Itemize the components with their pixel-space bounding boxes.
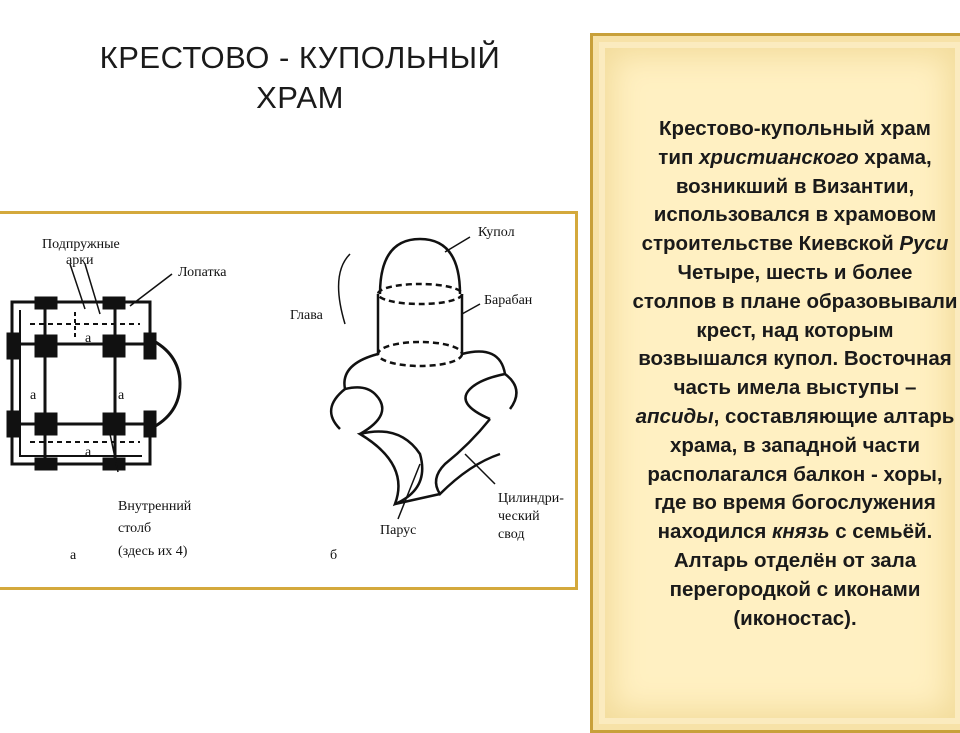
dome-drum-base	[378, 342, 462, 366]
label-head: Глава	[290, 308, 323, 323]
label-pillar-3: (здесь их 4)	[118, 544, 188, 559]
church-floor-plan	[8, 264, 180, 472]
info-text	[600, 115, 960, 633]
info-line: апсиды, составляющие алтарь	[635, 404, 955, 428]
info-line: часть имела выступы –	[673, 376, 917, 400]
emphasis: апсиды	[635, 404, 714, 428]
info-line: где во время богослужения	[654, 491, 936, 515]
info-line: Алтарь отделён от зала	[673, 548, 917, 572]
label-pillar-1: Внутренний	[118, 499, 192, 514]
info-line: столпов в плане образовывали	[632, 289, 958, 313]
emphasis: Руси	[899, 232, 949, 256]
caption-b: б	[330, 548, 338, 563]
info-line: располагался балкон - хоры,	[647, 462, 943, 486]
slide-title-line-2: ХРАМ	[256, 80, 344, 115]
plan-pillar	[36, 336, 56, 356]
info-line: тип христианского храма,	[658, 145, 932, 169]
plan-pillar	[104, 414, 124, 434]
plan-letter-a: а	[118, 388, 125, 403]
info-line: находился князь с семьёй.	[657, 520, 933, 544]
caption-a: а	[70, 548, 77, 563]
info-line: строительстве Киевской Руси	[641, 232, 949, 256]
dome-section-drawing	[331, 237, 516, 519]
label-arches-1: Подпружные	[42, 237, 120, 252]
info-line: (иконостас).	[733, 606, 857, 630]
slide-title	[40, 38, 560, 118]
label-arches-2: арки	[66, 253, 94, 268]
plan-letter-a: а	[30, 388, 37, 403]
plan-pillar	[36, 414, 56, 434]
plan-pillar	[104, 336, 124, 356]
label-vault-1: Цилиндри-	[498, 491, 564, 506]
emphasis: князь	[772, 520, 830, 544]
church-diagram-figure	[0, 211, 578, 590]
church-diagram	[0, 214, 575, 587]
info-line: храма, в западной части	[670, 433, 920, 457]
info-line: крест, над которым	[696, 318, 894, 342]
label-vault-2: ческий	[498, 509, 540, 524]
info-line: использовался в храмовом	[653, 203, 937, 227]
plan-letter-a: а	[85, 445, 92, 460]
info-line: Крестово-купольный храм	[659, 117, 931, 140]
emphasis: христианского	[699, 145, 859, 169]
info-line: перегородкой с иконами	[669, 577, 921, 601]
plan-outer-wall	[12, 302, 180, 464]
label-cupola: Купол	[478, 225, 515, 240]
label-pillar-2: столб	[118, 521, 152, 536]
plan-letter-a: а	[85, 331, 92, 346]
slide-title-line-1: КРЕСТОВО - КУПОЛЬНЫЙ	[99, 40, 501, 75]
label-pilaster: Лопатка	[178, 265, 227, 280]
info-line: Четыре, шесть и более	[677, 260, 913, 284]
label-drum: Барабан	[484, 293, 533, 308]
label-vault-3: свод	[498, 527, 525, 542]
info-line: возникший в Византии,	[675, 174, 915, 198]
info-line: возвышался купол. Восточная	[638, 347, 952, 371]
label-pendentive: Парус	[380, 523, 417, 538]
